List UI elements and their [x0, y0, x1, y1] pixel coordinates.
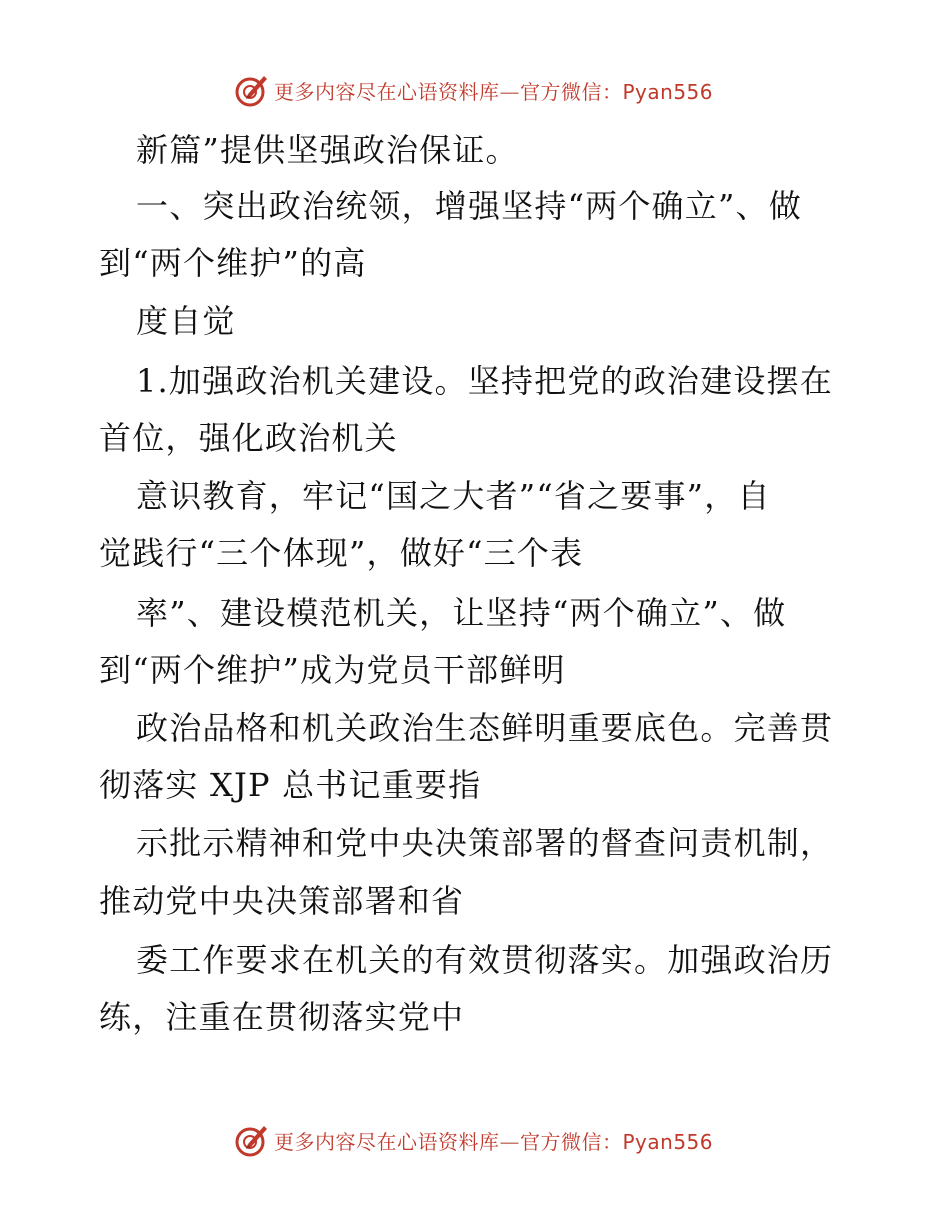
paragraph-line: 1.加强政治机关建设。坚持把党的政治建设摆在 — [136, 362, 833, 400]
pen-logo-icon — [234, 72, 270, 108]
header-watermark — [0, 70, 950, 110]
paragraph-line: 率”、建设模范机关，让坚持“两个确立”、做 — [136, 594, 787, 632]
watermark-site: 更多内容尽在心语资料库 — [274, 79, 500, 104]
section-heading-line: 到“两个维护”的高 — [99, 244, 367, 282]
paragraph-line: 政治品格和机关政治生态鲜明重要底色。完善贯 — [136, 709, 834, 747]
watermark-site: 更多内容尽在心语资料库 — [274, 1129, 500, 1154]
paragraph-line: 意识教育，牢记“国之大者”“省之要事”，自 — [136, 477, 771, 515]
paragraph-line: 彻落实 XJP 总书记重要指 — [99, 766, 482, 804]
paragraph-line: 新篇”提供坚强政治保证。 — [136, 131, 519, 169]
paragraph-line: 委工作要求在机关的有效贯彻落实。加强政治历 — [136, 941, 834, 979]
footer-watermark — [0, 1120, 950, 1160]
pen-logo-icon — [234, 1122, 270, 1158]
paragraph-line: 示批示精神和党中央决策部署的督查问责机制， — [136, 824, 834, 862]
watermark-text — [274, 76, 713, 105]
section-heading-line: 度自觉 — [136, 302, 236, 340]
paragraph-line: 推动党中央决策部署和省 — [99, 882, 465, 920]
watermark-label: 官方微信： — [520, 1129, 623, 1154]
watermark-account: Pyan556 — [622, 79, 714, 104]
paragraph-line: 觉践行“三个体现”，做好“三个表 — [99, 534, 584, 572]
paragraph-line: 到“两个维护”成为党员干部鲜明 — [99, 651, 566, 689]
watermark-label: 官方微信： — [520, 79, 623, 104]
watermark-dash: — — [499, 1129, 520, 1154]
section-heading-line: 一、突出政治统领，增强坚持“两个确立”、做 — [136, 187, 802, 225]
paragraph-line: 首位，强化政治机关 — [99, 419, 398, 457]
watermark-dash: — — [499, 79, 520, 104]
watermark-account: Pyan556 — [622, 1129, 714, 1154]
paragraph-line: 练，注重在贯彻落实党中 — [99, 998, 465, 1036]
watermark-text — [274, 1126, 713, 1155]
